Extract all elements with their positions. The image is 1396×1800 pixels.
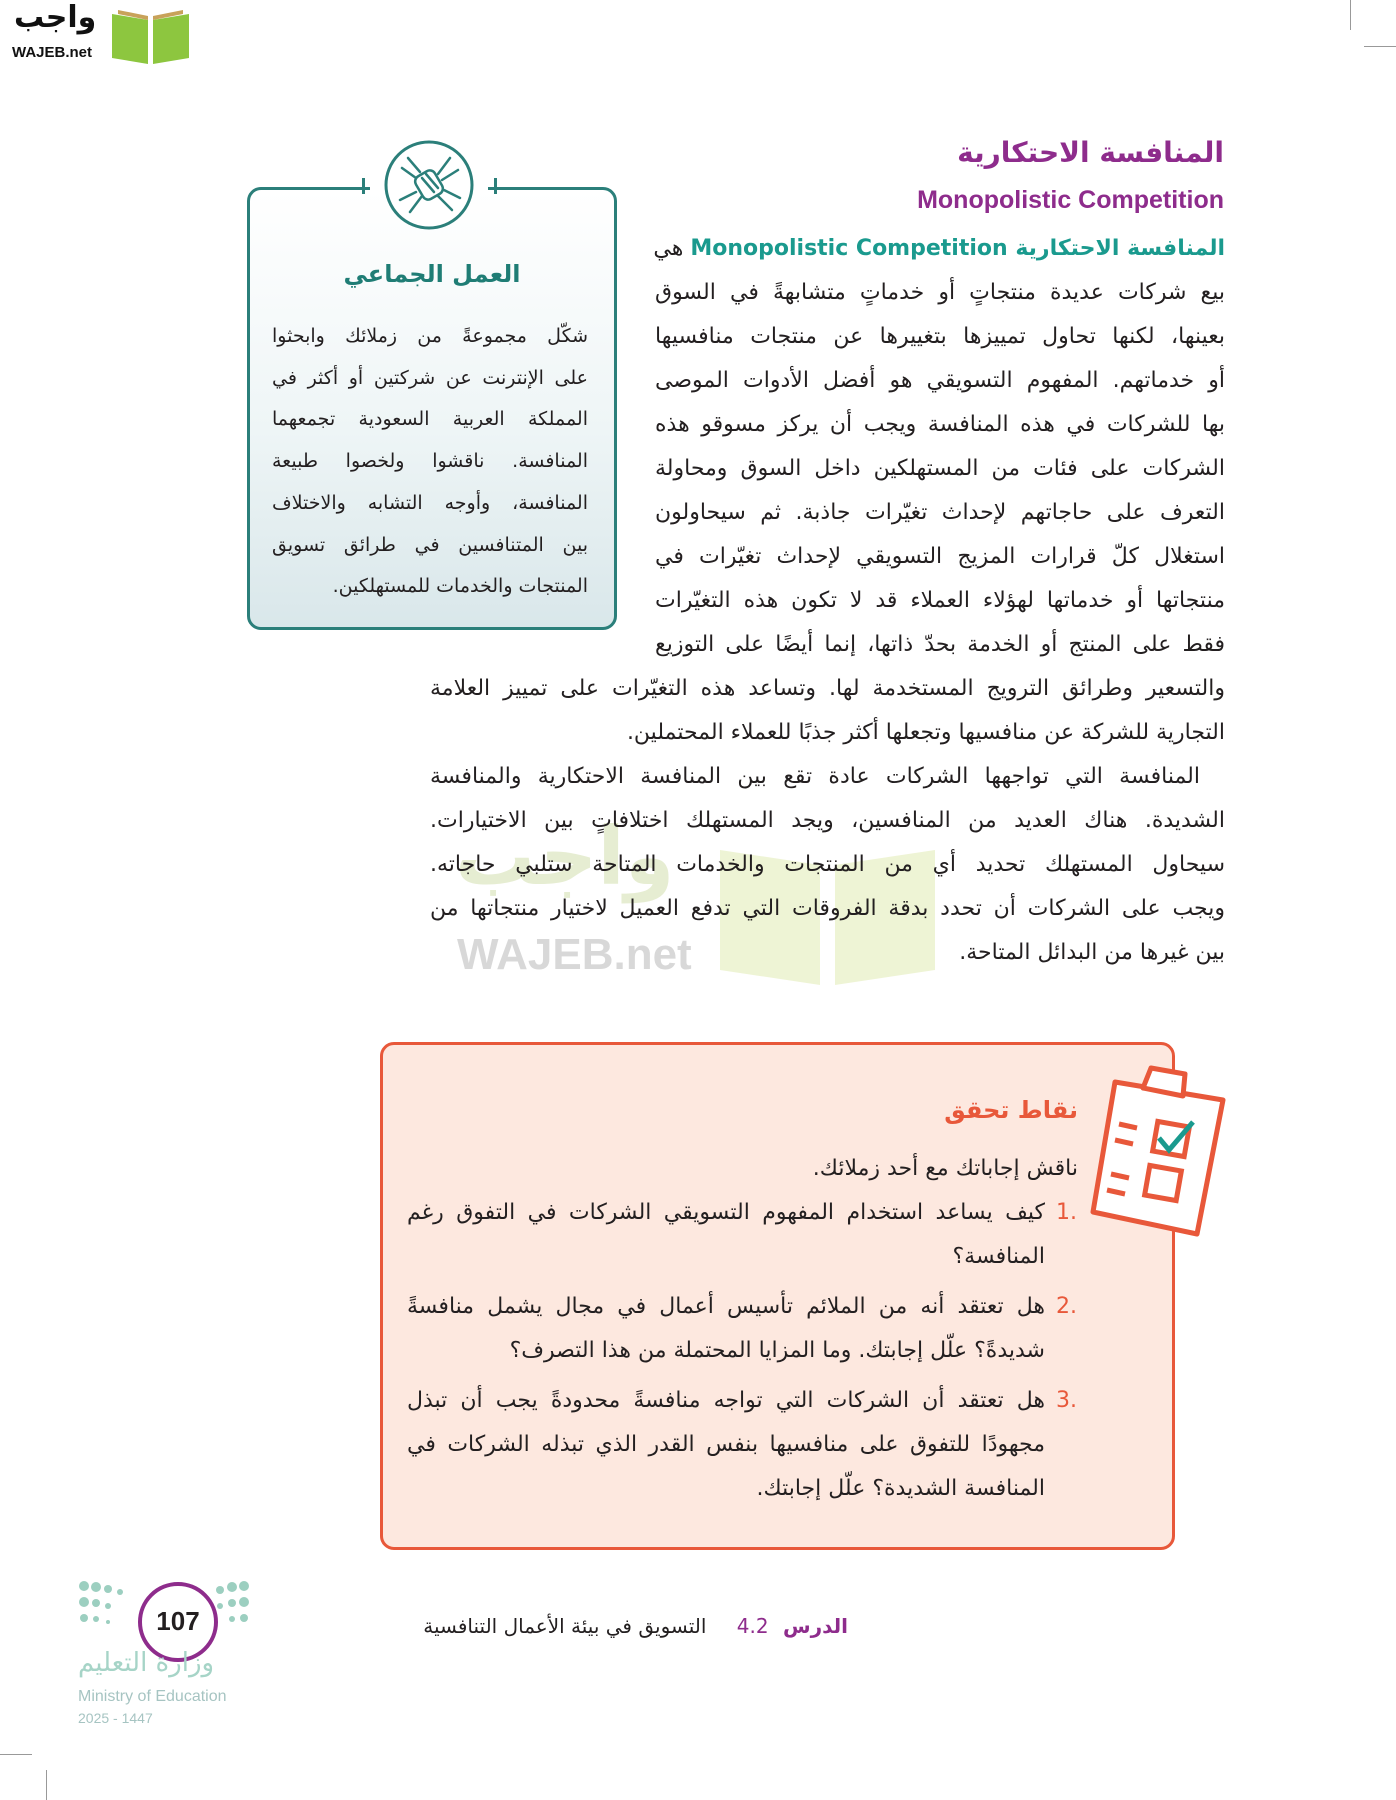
wajeb-logo [8,0,193,66]
text-line: ويجب على الشركات أن تحدد بدقة الفروقات التي تدفع العميل لاختيار منتجاتها من [430,896,1225,921]
checkpoints-intro: ناقش إجاباتك مع أحد زملائك. [812,1156,1078,1181]
teamwork-text-line: بين المتنافسين في طرائق تسويق [272,533,588,556]
crop-mark [0,1754,32,1755]
text-line: والتسعير وطرائق الترويج المستخدمة لها. وتساعد هذه التغيّرات على تمييز العلامة [430,676,1225,701]
question-text-line: المنافسة الشديدة؟ علّل إجابتك. [756,1476,1045,1501]
crop-mark [1350,0,1351,30]
text-line: التجارية للشركة عن منافسيها وتجعلها أكثر جذبًا للعملاء المحتملين. [626,720,1225,745]
teamwork-text-line: المنافسة. ناقشوا ولخصوا طبيعة [272,450,588,473]
ministry-english: Ministry of Education [78,1688,227,1705]
lesson-number: 4.2 [736,1614,769,1638]
teamwork-text-line: المنتجات والخدمات للمستهلكين. [332,575,588,598]
logo-arabic: واجب [14,0,97,35]
text-line: بها للشركات في هذه المنافسة ويجب أن يركز مسوقو هذه [655,412,1225,437]
teamwork-text-line: على الإنترنت عن شركتين أو أكثر في [272,366,588,389]
question-text-line: كيف يساعد استخدام المفهوم التسويقي الشركات في التفوق رغم [407,1200,1045,1225]
logo-latin: WAJEB.net [12,44,93,61]
page-number: 107 [156,1606,200,1636]
text-line: منتجاتها أو خدماتها لهؤلاء العملاء قد لا تكون هذه التغيّرات [655,588,1225,613]
question-text-line: شديدةً؟ علّل إجابتك. وما المزايا المحتملة من هذا التصرف؟ [509,1338,1045,1363]
lesson-footer [423,1614,848,1638]
text-line: المنافسة التي تواجهها الشركات عادة تقع بين المنافسة الاحتكارية والمنافسة [430,764,1200,789]
watermark-arabic: واجب [455,810,675,903]
question-text-line: هل تعتقد أن الشركات التي تواجه منافسةً محدودةً يجب أن تبذل [407,1388,1045,1413]
checkpoints-title: نقاط تحقق [944,1096,1078,1124]
question-number: 2. [1056,1294,1077,1319]
text-line: فقط على المنتج أو الخدمة بحدّ ذاتها، إنما أيضًا على التوزيع [655,632,1225,657]
teamwork-hands-icon [382,138,476,232]
teamwork-box-tick-left [362,178,365,194]
crop-mark [46,1770,47,1800]
text-line: الشديدة. هناك العديد من المنافسين، ويجد المستهلك اختلافاتٍ بين الاختيارات. [430,808,1225,833]
lesson-title: التسويق في بيئة الأعمال التنافسية [423,1614,707,1638]
definition-first-line [655,234,1225,264]
book-icon [108,6,193,66]
text-line: أو خدماتهم. المفهوم التسويقي هو أفضل الأدوات الموصى [655,368,1225,393]
question-text-line: هل تعتقد أنه من الملائم تأسيس أعمال في مجال يشمل منافسةً [407,1294,1045,1319]
key-term: المنافسة الاحتكارية Monopolistic Competition [690,236,1225,261]
ministry-arabic: وزارة التعليم [78,1648,215,1678]
question-text-line: المنافسة؟ [952,1244,1045,1269]
text-line: سيحاول المستهلك تحديد أي من المنتجات والخدمات المتاحة ستلبي حاجاته. [430,852,1225,877]
clipboard-check-icon [1085,1052,1230,1242]
text-line: بعينها، لكنها تحاول تمييزها بتغييرها عن منتجات منافسيها [655,324,1225,349]
text-line: بين غيرها من البدائل المتاحة. [959,940,1225,965]
section-heading-arabic: المنافسة الاحتكارية [957,136,1224,169]
watermark-latin: WAJEB.net [457,930,692,979]
question-number: 1. [1056,1200,1077,1225]
crop-mark [1364,46,1396,47]
teamwork-text-line: شكّل مجموعةً من زملائك وابحثوا [272,325,588,347]
teamwork-text-line: المنافسة، وأوجه التشابه والاختلاف [272,491,588,514]
question-number: 3. [1056,1388,1077,1413]
key-term-suffix: هي [653,236,684,261]
text-line: بيع شركات عديدة منتجاتٍ أو خدماتٍ متشابهةً في السوق [655,280,1225,305]
question-text-line: مجهودًا للتفوق على منافسيها بنفس القدر الذي تبذله الشركات في [407,1432,1045,1457]
text-line: التعرف على حاجاتهم لإحداث تغيّرات جاذبة. ثم سيحاولون [655,500,1225,525]
teamwork-box-tick-right [494,178,497,194]
text-line: الشركات على فئات من المستهلكين داخل السوق ومحاولة [655,456,1225,481]
ministry-year: 2025 - 1447 [78,1710,153,1726]
text-line: استغلال كلّ قرارات المزيج التسويقي لإحداث تغيّرات في [655,544,1225,569]
teamwork-title: العمل الجماعي [343,260,521,288]
teamwork-text-line: المملكة العربية السعودية تجمعهما [272,408,588,431]
section-heading-english: Monopolistic Competition [917,186,1224,214]
lesson-label: الدرس [782,1614,848,1638]
